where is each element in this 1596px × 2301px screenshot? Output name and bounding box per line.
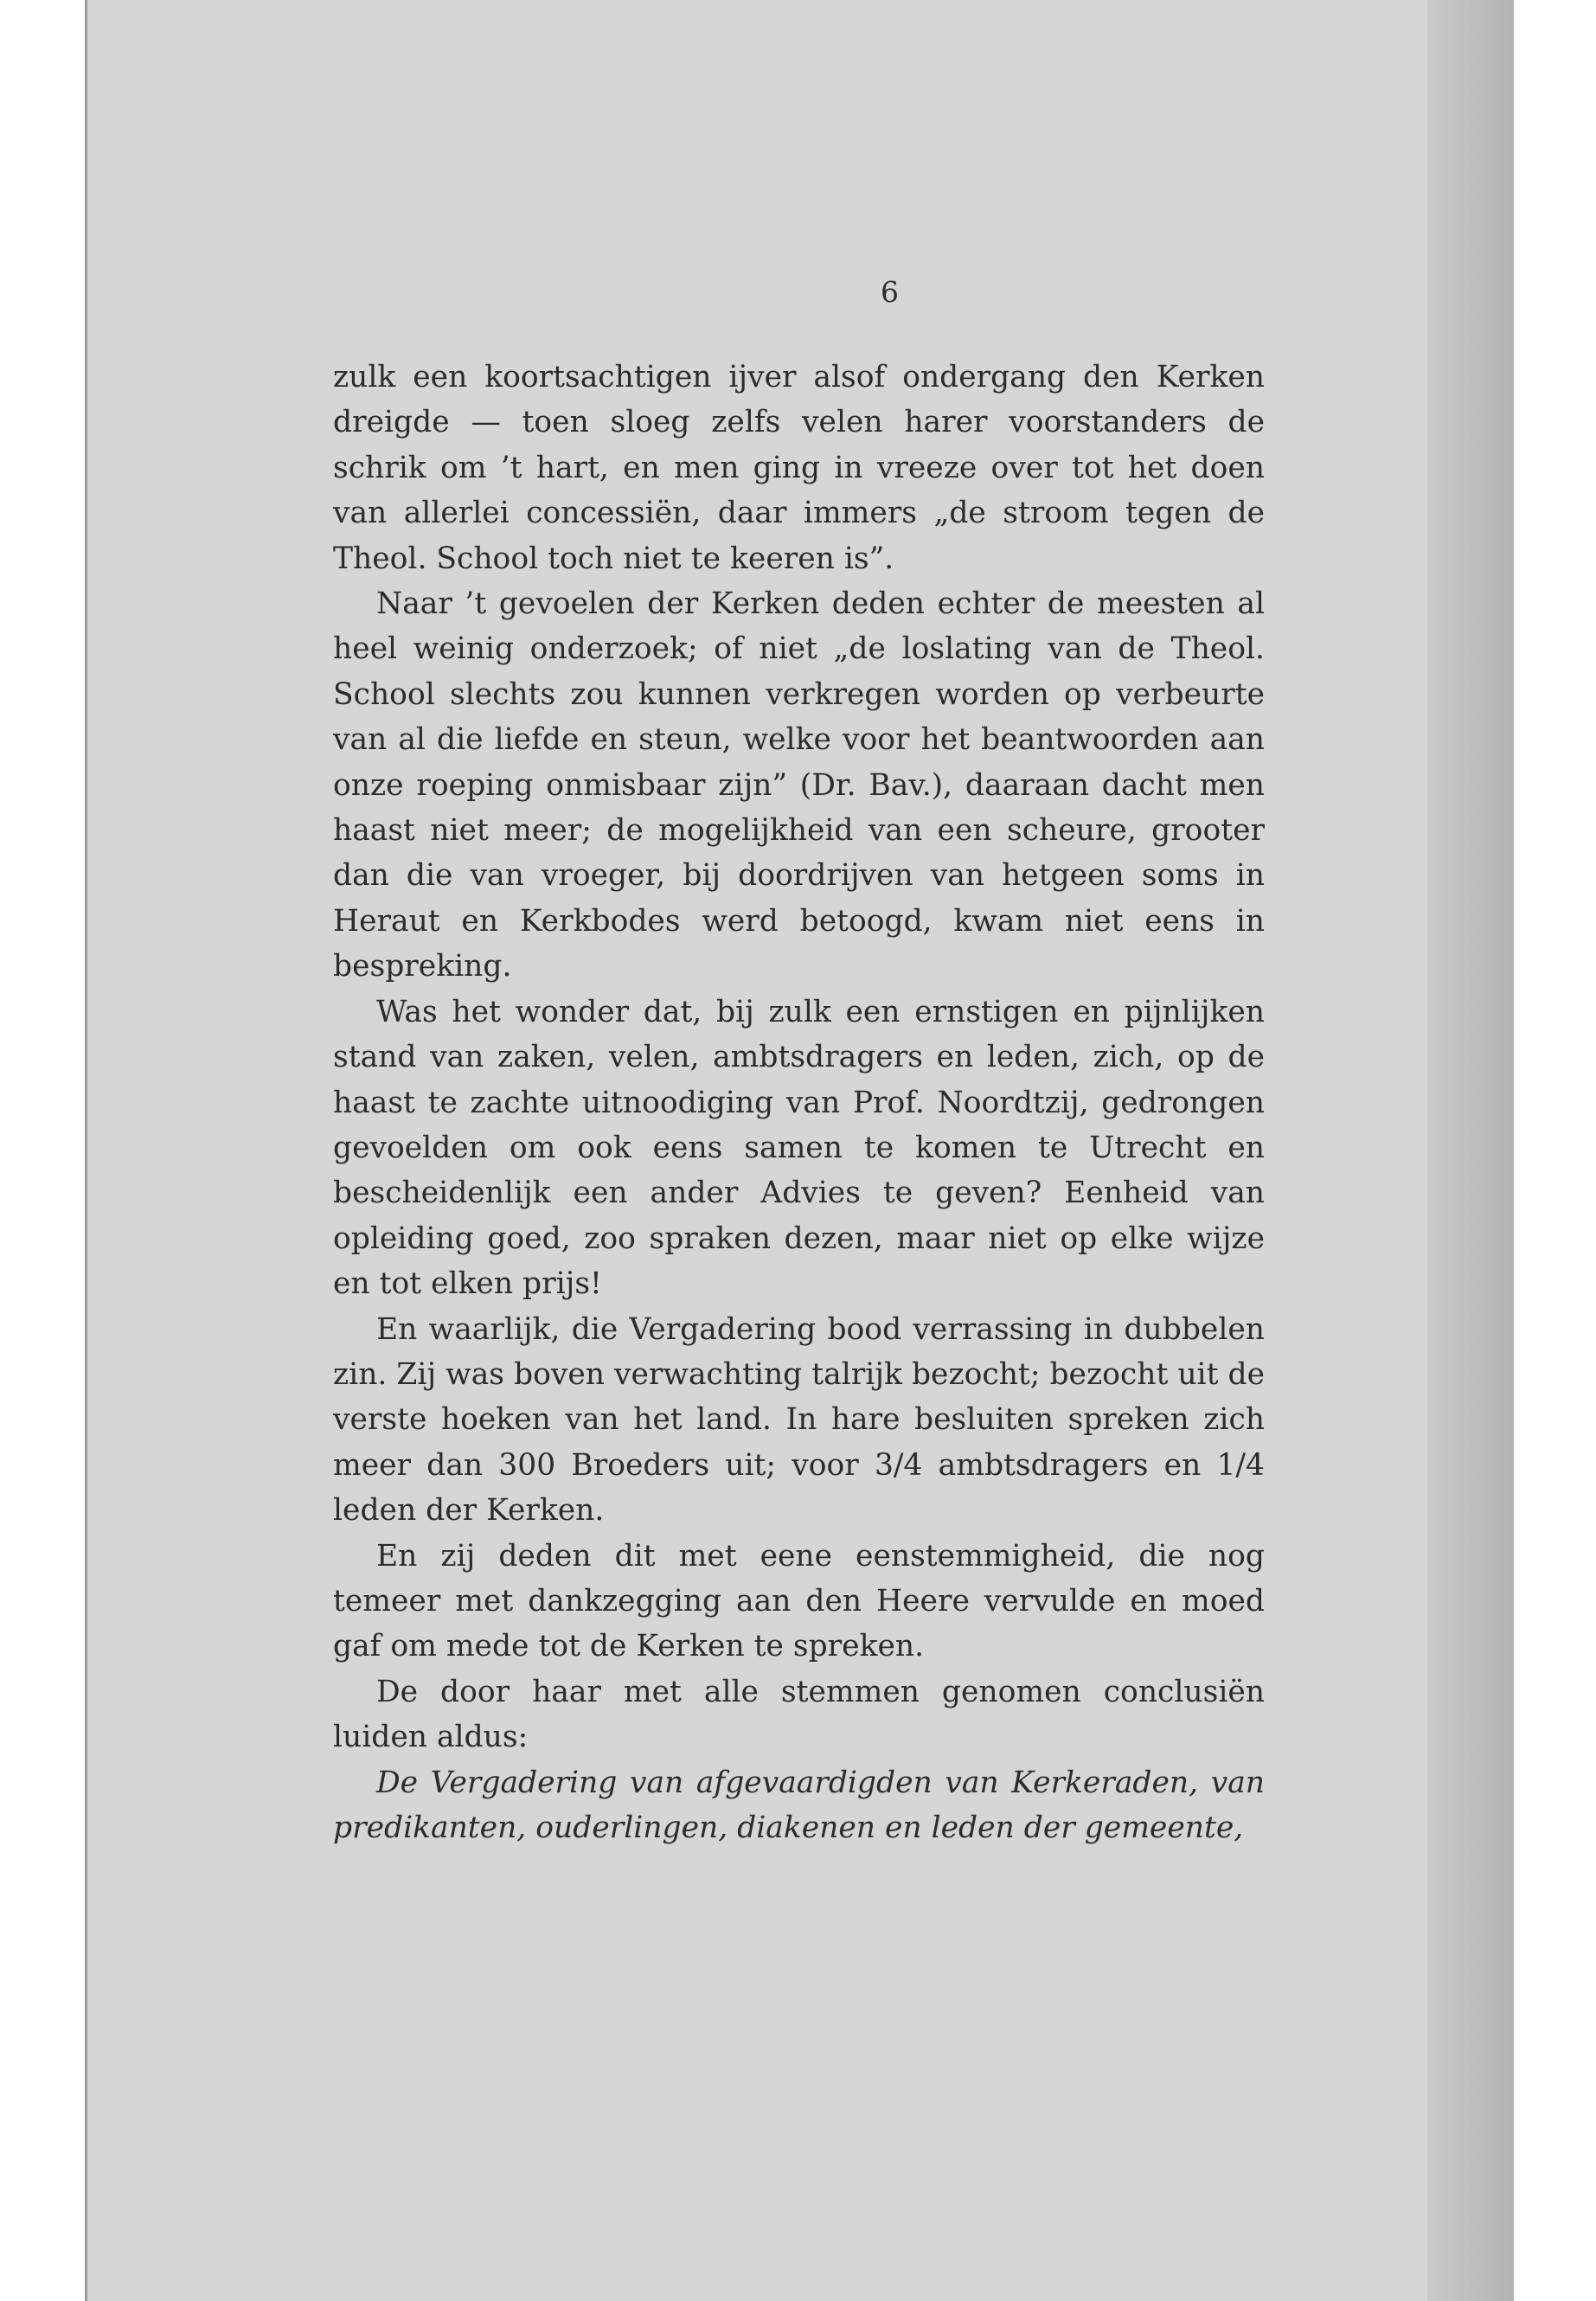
page-number: 6	[881, 275, 899, 309]
paragraph-5: En zij deden dit met eene eenstemmigheid, die nog temeer met dankzegging aan den Heere vervulde en moed gaf om mede tot de Kerken te spreken.	[333, 1538, 1265, 1664]
paragraph-2: Naar ’t gevoelen der Kerken deden echter de meesten al heel weinig onderzoek; of niet „de loslating van de Theol. School slechts zou kunnen verkregen worden op verbeurte van al die liefde en steun, welke voor het beantwoorden aan onze roeping onmisbaar zijn” (Dr. Bav.), daaraan dacht men haast niet meer; de mogelijkheid van een scheure, grooter dan die van vroeger, bij doordrijven van hetgeen soms in Heraut en Kerkbodes werd betoogd, kwam niet eens in bespreking.	[333, 586, 1265, 984]
page-gutter-shadow	[1427, 0, 1514, 2301]
paragraph-6: De door haar met alle stemmen genomen conclusiën luiden aldus:	[333, 1674, 1265, 1755]
paragraph-3: Was het wonder dat, bij zulk een ernstigen en pijnlijken stand van zaken, velen, ambtsdragers en leden, zich, op de haast te zachte uitnoodiging van Prof. Noordtzij, gedrongen gevoelden om ook eens samen te komen te Utrecht en bescheidenlijk een ander Advies te geven? Eenheid van opleiding goed, zoo spraken dezen, maar niet op elke wijze en tot elken prijs!	[333, 994, 1265, 1302]
paragraph-4: En waarlijk, die Vergadering bood verrassing in dubbelen zin. Zij was boven verwachting talrijk bezocht; bezocht uit de verste hoeken van het land. In hare besluiten spreken zich meer dan 300 Broeders uit; voor 3/4 ambtsdragers en 1/4 leden der Kerken.	[333, 1311, 1265, 1529]
paragraph-7: De Vergadering van afgevaardigden van Kerkeraden, van predikanten, ouderlingen, diakenen en leden der gemeente,	[333, 1765, 1265, 1845]
body-text	[333, 355, 1265, 1850]
paragraph-1: zulk een koortsachtigen ijver alsof ondergang den Kerken dreigde — toen sloeg zelfs velen harer voorstanders de schrik om ’t hart, en men ging in vreeze over tot het doen van allerlei concessiën, daar immers „de stroom tegen de Theol. School toch niet te keeren is”.	[333, 360, 1265, 576]
